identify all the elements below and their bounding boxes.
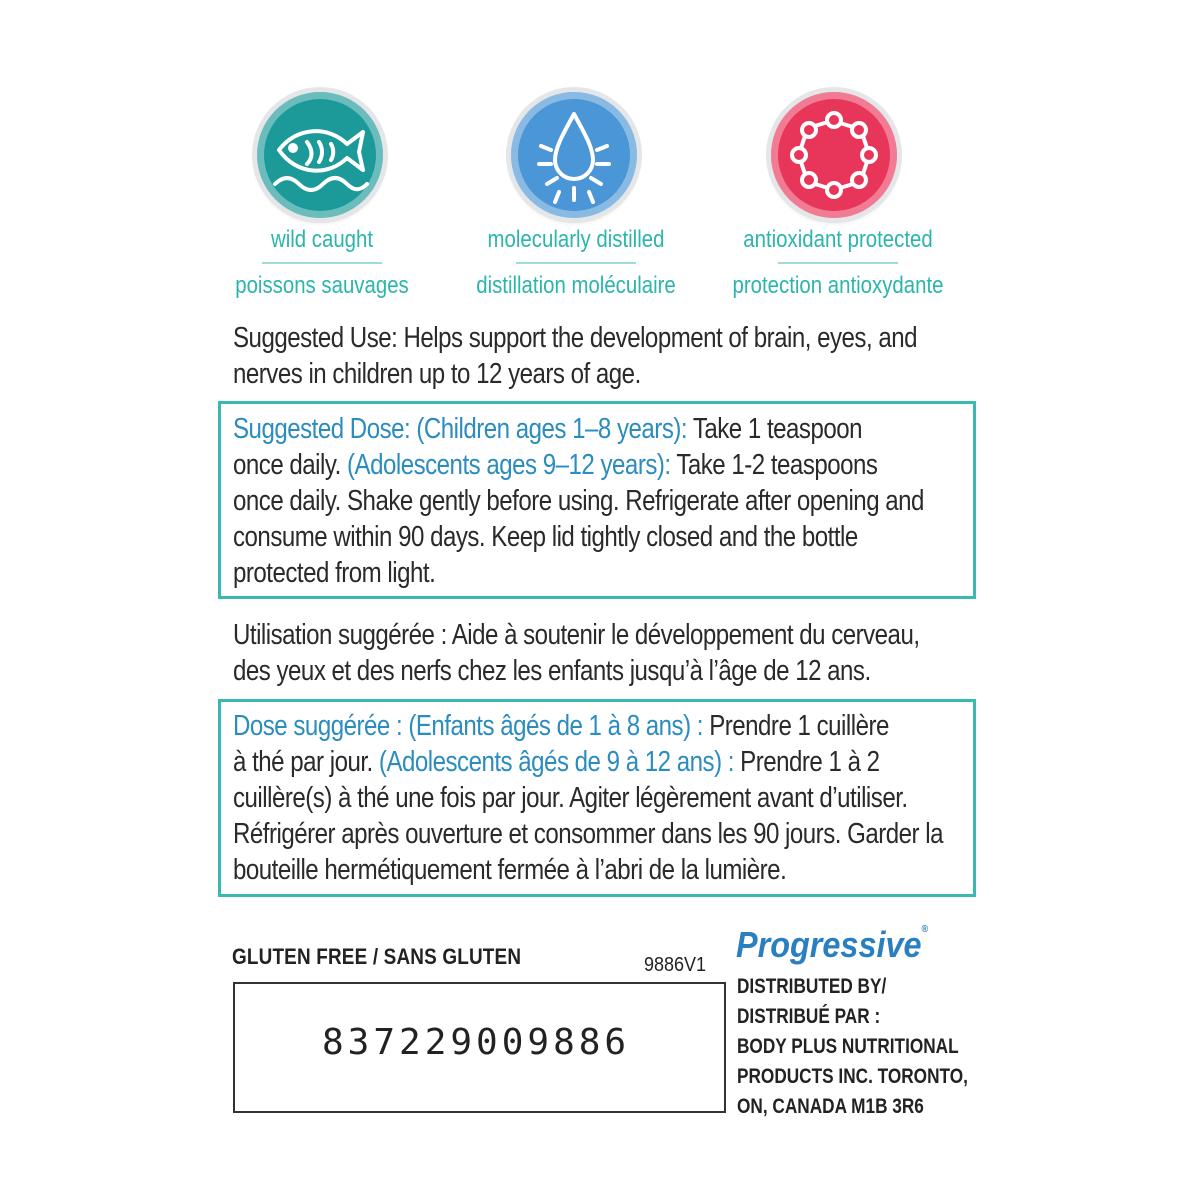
version-code: 9886V1 [644, 954, 707, 976]
distributor-line: DISTRIBUTED BY/ [737, 975, 887, 998]
dose-fr-line4: Réfrigérer après ouverture et consommer dans les 90 jours. Garder la [233, 818, 943, 850]
suggested-dose [233, 411, 924, 591]
dose-line1-rest: Take 1 teaspoon [687, 413, 863, 445]
dose-line3: once daily. Shake gently before using. Refrigerate after opening and [233, 485, 924, 517]
antioxidant-protected-badge [771, 92, 897, 218]
feature-label-en: wild caught [270, 226, 374, 253]
suggested-use-line2: nerves in children up to 12 years of age. [233, 358, 641, 390]
upc-number: 837229009886 [322, 1022, 631, 1063]
utilisation-suggeree [233, 617, 920, 689]
dose-label-children: Suggested Dose: (Children ages 1–8 years): [233, 413, 688, 445]
utilisation-line1: Aide à soutenir le développement du cerveau, [446, 619, 920, 651]
divider [516, 262, 636, 264]
feature-label-fr: distillation moléculaire [476, 272, 676, 299]
dose-line4: consume within 90 days. Keep lid tightly closed and the bottle [233, 521, 858, 553]
dose-fr-label-enfants: Dose suggérée : (Enfants âgés de 1 à 8 ans) : [233, 710, 704, 742]
suggested-use [233, 320, 917, 392]
registered-mark: ® [921, 924, 929, 935]
dose-suggeree [233, 708, 943, 888]
utilisation-line2: des yeux et des nerfs chez les enfants jusqu’à l’âge de 12 ans. [233, 655, 871, 687]
feature-label-en: antioxidant protected [743, 226, 933, 253]
suggested-use-line1: Helps support the development of brain, eyes, and [397, 322, 918, 354]
divider [778, 262, 898, 264]
feature-molecularly-distilled [426, 226, 726, 300]
dose-fr-line3: cuillère(s) à thé une fois par jour. Agiter légèrement avant d’utiliser. [233, 782, 908, 814]
divider [262, 262, 382, 264]
utilisation-label: Utilisation suggérée : [233, 619, 447, 651]
feature-label-fr: protection antioxydante [732, 272, 944, 299]
antioxidant-ring-icon [771, 92, 897, 218]
distributor-line: ON, CANADA M1B 3R6 [737, 1095, 924, 1118]
distributor-line: BODY PLUS NUTRITIONAL [737, 1035, 959, 1058]
distributor-line: DISTRIBUÉ PAR : [737, 1005, 881, 1028]
distributor-line: PRODUCTS INC. TORONTO, [737, 1065, 968, 1088]
feature-label-fr: poissons sauvages [235, 272, 409, 299]
feature-label-en: molecularly distilled [487, 226, 665, 253]
distributor-info [737, 972, 968, 1122]
dose-fr-line5: bouteille hermétiquement fermée à l’abri de la lumière. [233, 854, 787, 886]
brand-name: Progressive [736, 924, 922, 965]
feature-antioxidant-protected [688, 226, 988, 300]
gluten-free-label: GLUTEN FREE / SANS GLUTEN [232, 944, 522, 969]
dose-fr-line2-start: à thé par jour. [233, 746, 379, 778]
water-drop-icon [511, 92, 637, 218]
dose-line5: protected from light. [233, 557, 436, 589]
suggested-use-label: Suggested Use: [233, 322, 398, 354]
dose-line2-rest: Take 1-2 teaspoons [670, 449, 878, 481]
molecularly-distilled-badge [511, 92, 637, 218]
dose-fr-line1-rest: Prendre 1 cuillère [703, 710, 889, 742]
brand-logo [736, 924, 928, 966]
dose-label-adolescents: (Adolescents ages 9–12 years): [347, 449, 671, 481]
dose-line2-start: once daily. [233, 449, 348, 481]
wild-caught-badge [257, 92, 383, 218]
dose-fr-label-adolescents: (Adolescents âgés de 9 à 12 ans) : [378, 746, 734, 778]
dose-fr-line2-rest: Prendre 1 à 2 [733, 746, 880, 778]
fish-icon [257, 92, 383, 218]
